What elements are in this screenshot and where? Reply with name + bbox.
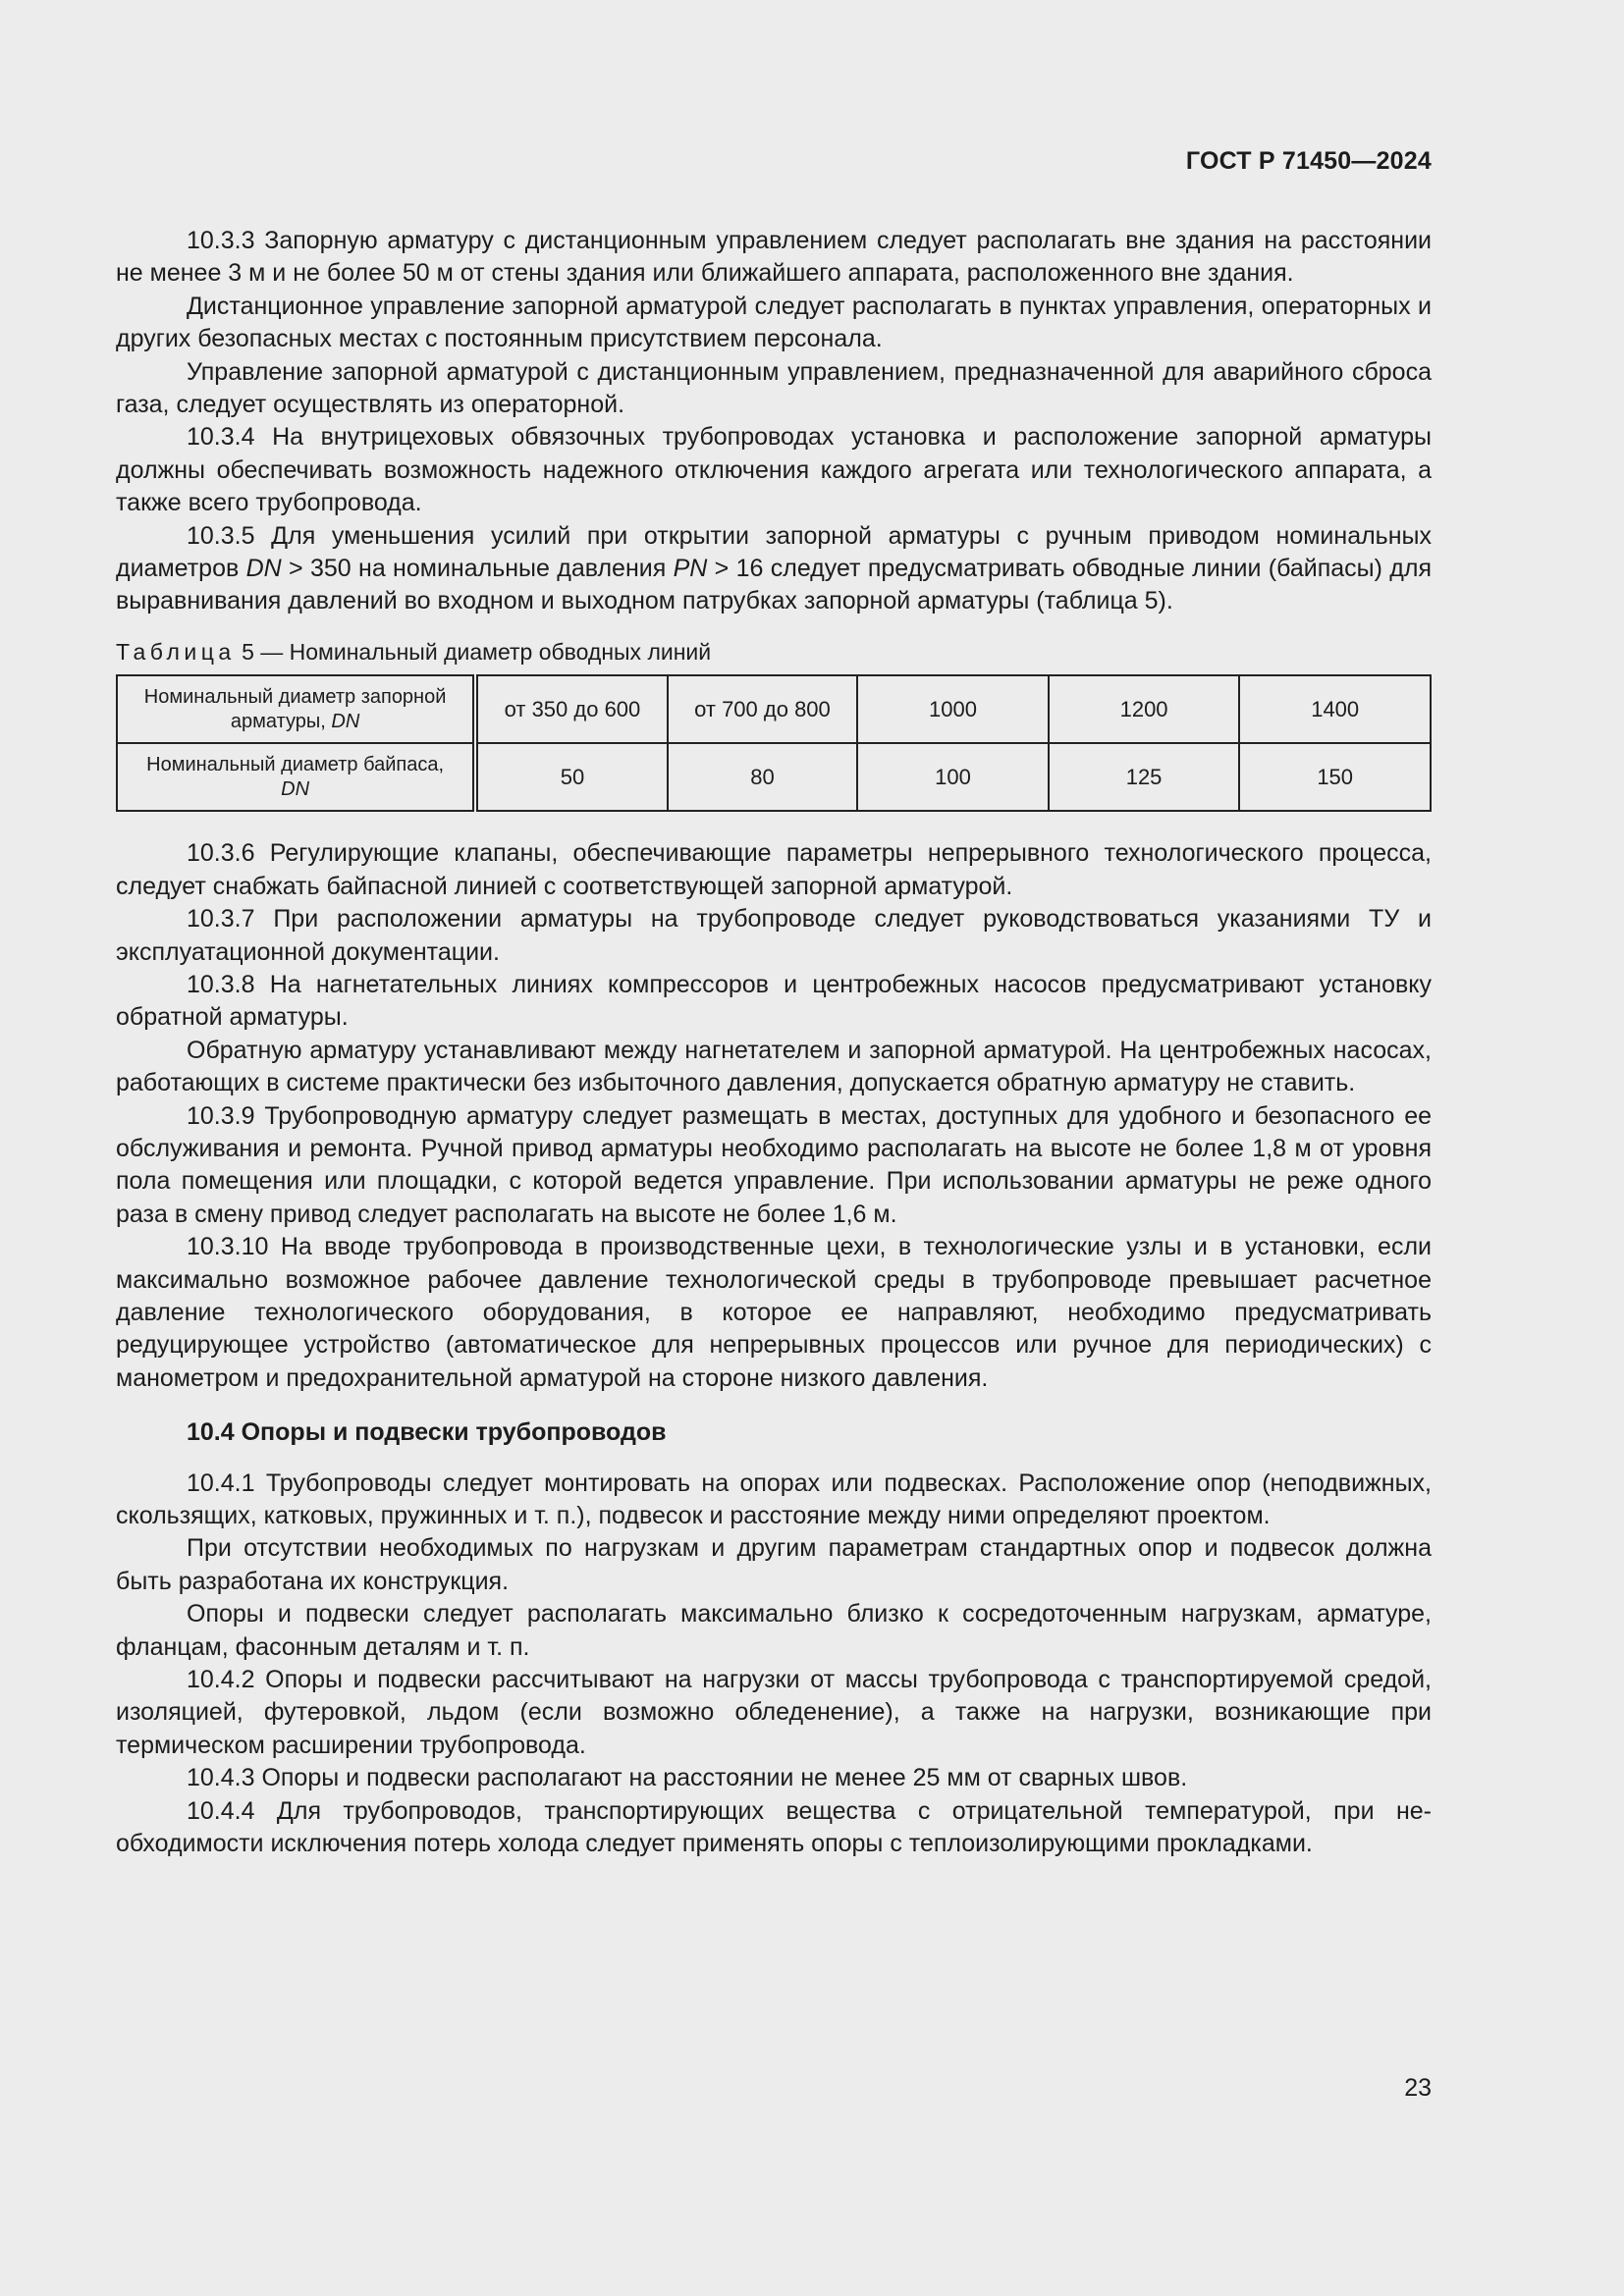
paragraph-10-3-4: 10.3.4 На внутрицеховых обвязочных трубопроводах установка и расположение запорной арматуры должны обеспечивать возможность надежного отключения каждого агрегата или технологического аппарата, а также всего трубопровода. bbox=[116, 423, 1432, 517]
table-cell: 1000 bbox=[857, 675, 1049, 743]
table-cell: 1200 bbox=[1049, 675, 1240, 743]
row-header-bypass-diameter bbox=[117, 743, 475, 811]
paragraph-10-3-5-text-1: 10.3.5 Для уменьшения усилий при открытии запорной арматуры с ручным приводом номинальных диаметров bbox=[116, 521, 1432, 583]
table-5-bypass-diameters bbox=[116, 674, 1432, 812]
paragraph-check-valve-placement: Обратную арматуру устанавливают между нагнетателем и запорной арматурой. На центробежных насосах, работающих в системе практически без избыточного давления, допускается обратную арматуру не ставить. bbox=[116, 1036, 1432, 1097]
paragraph-10-3-9: 10.3.9 Трубопроводную арматуру следует размещать в местах, доступных для удобного и безопасного ее обслуживания и ремонта. Ручной привод арматуры необходимо располагать на высоте не более 1,8 м от уровня пола помещения или площадки, с которой ведется управление. При использовании арматуры не реже одного раза в смену привод следует располагать на высоте не более 1,6 м. bbox=[116, 1101, 1432, 1228]
paragraph-10-3-5-text-2: > 350 на номинальные давления bbox=[281, 555, 674, 583]
paragraph-10-3-5 bbox=[116, 520, 1432, 618]
row-header-text: Номинальный диаметр байпаса, bbox=[146, 753, 445, 775]
dn-symbol: DN bbox=[245, 555, 282, 583]
pn-symbol: PN bbox=[673, 555, 708, 583]
paragraph-emergency-release-control: Управление запорной арматурой с дистанционным управлением, предназначенной для аварийного сброса газа, следует осуществлять из операторной. bbox=[116, 357, 1432, 419]
row-header-dn: DN bbox=[281, 777, 310, 800]
paragraph-support-design: При отсутствии необходимых по нагрузкам и другим параметрам стандартных опор и подвесок должна быть разработана их конструкция. bbox=[116, 1534, 1432, 1595]
document-body bbox=[116, 225, 1432, 1860]
section-heading-10-4: 10.4 Опоры и подвески трубопроводов bbox=[187, 1418, 667, 1447]
table-cell: 125 bbox=[1049, 743, 1240, 811]
paragraph-10-4-3: 10.4.3 Опоры и подвески располагают на расстоянии не менее 25 мм от сварных швов. bbox=[187, 1764, 1188, 1792]
table-caption-word: Таблица bbox=[116, 638, 236, 665]
table-cell: 100 bbox=[857, 743, 1049, 811]
paragraph-10-3-6: 10.3.6 Регулирующие клапаны, обеспечивающие параметры непрерывного технологического процесса, следует снабжать байпасной линией с соответствующей запорной арматурой. bbox=[116, 839, 1432, 900]
table-row bbox=[117, 675, 1431, 743]
paragraph-10-3-8: 10.3.8 На нагнетательных линиях компрессоров и центробежных насосов предусматривают установку обратной арматуры. bbox=[116, 970, 1432, 1032]
table-caption-title: 5 — Номинальный диаметр обводных линий bbox=[235, 638, 712, 665]
row-header-valve-diameter bbox=[117, 675, 475, 743]
table-cell: 1400 bbox=[1239, 675, 1431, 743]
table-cell: 150 bbox=[1239, 743, 1431, 811]
paragraph-10-4-4: 10.4.4 Для трубопроводов, транспортирующих вещества с отрицательной температурой, при необходимости исключения потерь холода следует применять опоры с теплоизолирующими прокладками. bbox=[116, 1796, 1432, 1858]
document-header-standard-id: ГОСТ Р 71450—2024 bbox=[1185, 147, 1432, 175]
paragraph-10-3-5-text-3: > 16 следует предусматривать обводные линии (байпасы) для выравнивания давлений во входном и выходном патрубках запорной арматуры (таблица 5). bbox=[116, 555, 1432, 615]
page-number: 23 bbox=[1404, 2074, 1432, 2102]
paragraph-10-4-2: 10.4.2 Опоры и подвески рассчитывают на нагрузки от массы трубопровода с транспортируемой средой, изоляцией, футеровкой, льдом (если возможно обледенение), а также на нагрузки, возникающие при термическом расширении трубопровода. bbox=[116, 1666, 1432, 1759]
table-row bbox=[117, 743, 1431, 811]
row-header-text: Номинальный диаметр запорной арматуры, bbox=[143, 685, 447, 732]
table-cell: от 700 до 800 bbox=[668, 675, 858, 743]
paragraph-10-4-1: 10.4.1 Трубопроводы следует монтировать на опорах или подвесках. Расположение опор (неподвижных, скользящих, катковых, пружинных и т. п.), подвесок и расстояние между ними определяют проектом. bbox=[116, 1468, 1432, 1529]
table-5-caption bbox=[116, 636, 1432, 668]
table-cell: 80 bbox=[668, 743, 858, 811]
paragraph-10-3-3: 10.3.3 Запорную арматуру с дистанционным управлением следует располагать вне здания на расстоянии не менее 3 м и не более 50 м от стены здания или ближайшего аппарата, расположенного вне здания. bbox=[116, 227, 1432, 288]
paragraph-10-3-10: 10.3.10 На вводе трубопровода в производственные цехи, в технологические узлы и в установки, если максимально возможное рабочее давление технологической среды в трубопроводе превышает расчетное давление технологического оборудования, в которое ее направляют, необходимо предусматривать редуцирующее устройство (автоматическое для непрерывных процессов или ручное для периодических) с манометром и предохранительной арматурой на стороне низкого давления. bbox=[116, 1233, 1432, 1392]
row-header-dn: DN bbox=[331, 710, 360, 732]
table-cell: от 350 до 600 bbox=[475, 675, 668, 743]
paragraph-10-3-7: 10.3.7 При расположении арматуры на трубопроводе следует руководствоваться указаниями ТУ и эксплуатационной документации. bbox=[116, 905, 1432, 966]
table-cell: 50 bbox=[475, 743, 668, 811]
paragraph-remote-control-location: Дистанционное управление запорной арматурой следует располагать в пунктах управления, операторных и других безопасных местах с постоянным присутствием персонала. bbox=[116, 292, 1432, 353]
paragraph-support-placement: Опоры и подвески следует располагать максимально близко к сосредоточенным нагрузкам, арматуре, фланцам, фасонным деталям и т. п. bbox=[116, 1600, 1432, 1661]
